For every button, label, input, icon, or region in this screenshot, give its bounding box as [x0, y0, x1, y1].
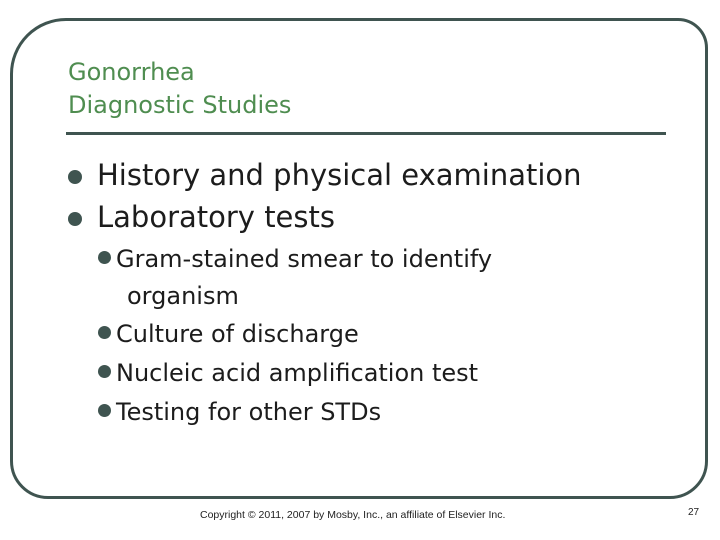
bullet-dot-icon	[68, 170, 82, 184]
bullet-item	[97, 158, 582, 192]
sub-bullet-item	[110, 398, 381, 426]
title-line-2: Diagnostic Studies	[68, 91, 292, 119]
bullet-dot-icon	[98, 251, 111, 264]
sub-bullet-item	[110, 359, 478, 387]
sub-bullet-text: Testing for other STDs	[116, 398, 382, 426]
copyright-notice: Copyright © 2011, 2007 by Mosby, Inc., an affiliate of Elsevier Inc.	[200, 509, 506, 521]
bullet-item	[97, 200, 335, 234]
title-line-1: Gonorrhea	[68, 58, 195, 86]
slide-title	[68, 56, 668, 122]
sub-bullet-text: Culture of discharge	[116, 320, 359, 348]
bullet-dot-icon	[98, 326, 111, 339]
sub-bullet-item	[110, 320, 359, 348]
sub-bullet-text: Nucleic acid amplification test	[116, 359, 479, 387]
sub-bullet-text: Gram-stained smear to identify	[116, 245, 493, 273]
title-divider	[66, 132, 666, 135]
sub-bullet-continuation: organism	[127, 282, 239, 310]
sub-bullet-item	[110, 245, 492, 273]
page-number: 27	[688, 507, 700, 518]
bullet-dot-icon	[68, 212, 82, 226]
bullet-dot-icon	[98, 404, 111, 417]
bullet-dot-icon	[98, 365, 111, 378]
bullet-text: Laboratory tests	[97, 200, 335, 234]
bullet-text: History and physical examination	[97, 158, 582, 192]
